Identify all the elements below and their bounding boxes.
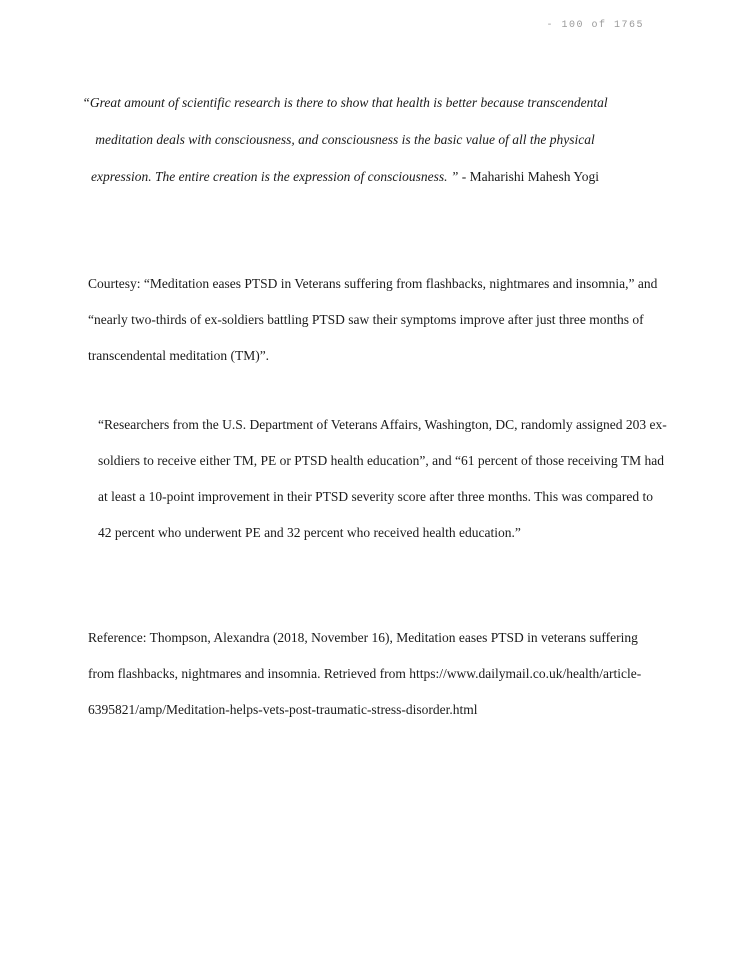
quote-text: “Great amount of scientific research is there to show that health is better because transcendental meditation deals with consciousness, and consciousness is the basic value of all the physical expression. The entire creation is the expression of consciousness. ” bbox=[82, 95, 608, 184]
reference-paragraph: Reference: Thompson, Alexandra (2018, November 16), Meditation eases PTSD in veterans suffering from flashbacks, nightmares and insomnia. Retrieved from https://www.dailymail.co.uk/health/article-6395821/amp/Meditation-helps-vets-post-traumatic-stress-disorder.html bbox=[88, 630, 642, 717]
research-paragraph: “Researchers from the U.S. Department of Veterans Affairs, Washington, DC, randomly assigned 203 ex-soldiers to receive either TM, PE or PTSD health education”, and “61 percent of those receiving TM had at least a 10-point improvement in their PTSD severity score after three months. This was compared to 42 percent who underwent PE and 32 percent who received health education.” bbox=[98, 417, 667, 540]
courtesy-paragraph: Courtesy: “Meditation eases PTSD in Veterans suffering from flashbacks, nightmares and insomnia,” and “nearly two-thirds of ex-soldiers battling PTSD saw their symptoms improve after just three months of transcendental meditation (TM)”. bbox=[88, 276, 658, 363]
epigraph-quote bbox=[80, 84, 610, 195]
quote-author: - Maharishi Mahesh Yogi bbox=[458, 169, 599, 184]
page-number: - 100 of 1765 bbox=[546, 20, 644, 31]
